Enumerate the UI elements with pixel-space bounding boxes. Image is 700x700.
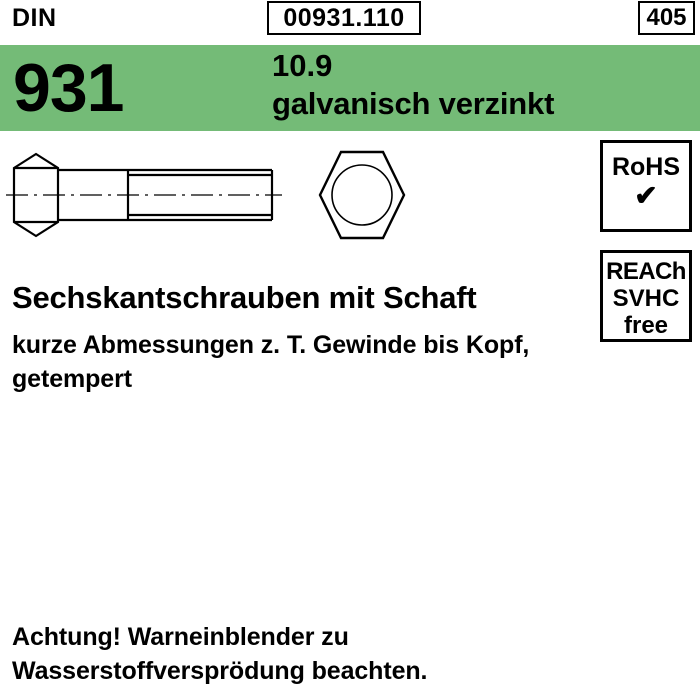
reach-badge — [600, 250, 692, 342]
coating-label: galvanisch verzinkt — [272, 86, 555, 121]
reach-label: REACh — [606, 258, 686, 285]
rohs-label: RoHS — [611, 153, 681, 181]
warning-line2: Wasserstoffversprödung beachten. — [12, 657, 428, 685]
norm-number: 931 — [13, 50, 124, 126]
hex-head-bolt-drawing — [0, 140, 590, 255]
product-subtitle — [12, 328, 582, 396]
svhc-label: SVHC — [612, 285, 680, 312]
product-subtitle-line1: kurze Abmessungen z. T. Gewinde bis Kopf, — [12, 331, 530, 359]
checkmark-icon: ✔ — [634, 180, 658, 211]
article-number-box: 00931.110 — [267, 1, 421, 35]
standard-prefix-label: DIN — [12, 4, 57, 32]
free-label: free — [623, 312, 669, 339]
page-code-box: 405 — [638, 1, 695, 35]
warning-line1: Achtung! Warneinblender zu — [12, 623, 349, 651]
warning-note — [12, 620, 612, 688]
norm-banner — [0, 45, 700, 131]
product-subtitle-line2: getempert — [12, 365, 132, 393]
rohs-badge — [600, 140, 692, 232]
product-title: Sechskantschrauben mit Schaft — [12, 280, 477, 315]
strength-grade: 10.9 — [272, 48, 333, 83]
header-row — [0, 0, 700, 42]
